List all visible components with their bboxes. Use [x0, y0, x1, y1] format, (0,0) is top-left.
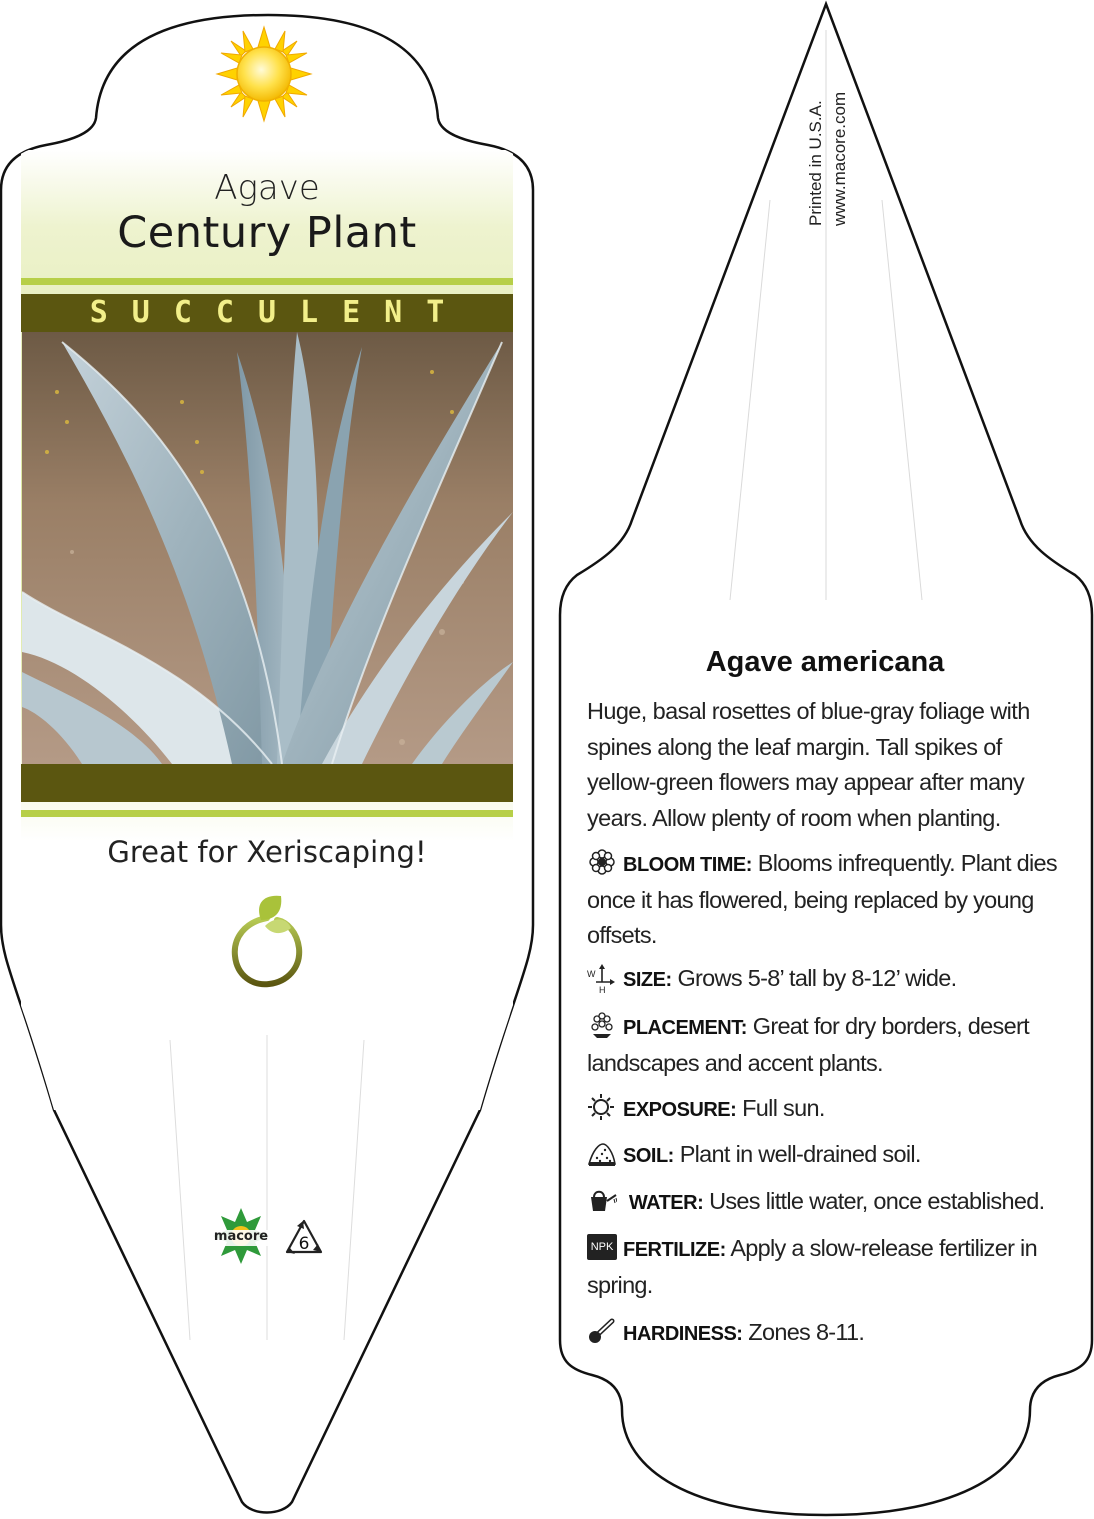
hardiness-value: Zones 8-11.	[748, 1319, 865, 1345]
macore-brand-text: macore	[213, 1229, 269, 1244]
hardiness-row	[587, 1315, 1062, 1352]
soil-row	[587, 1137, 1062, 1174]
size-row	[587, 961, 1062, 998]
bloom-time-label: BLOOM TIME:	[623, 854, 752, 876]
exposure-value: Full sun.	[742, 1095, 825, 1121]
soil-value: Plant in well-drained soil.	[679, 1141, 921, 1167]
npk-icon-text: NPK	[590, 1241, 614, 1253]
placement-value: Great for dry borders, desert landscapes and accent plants.	[587, 1013, 1029, 1076]
printed-in-text: Printed in U.S.A.	[806, 100, 825, 226]
fertilize-row	[587, 1231, 1062, 1303]
genus-name: Agave	[214, 168, 320, 208]
size-icon	[587, 964, 617, 995]
soil-label: SOIL:	[623, 1145, 674, 1167]
sun-outline-icon	[587, 1094, 617, 1120]
exposure-label: EXPOSURE:	[623, 1099, 737, 1121]
tagline: Great for Xeriscaping!	[107, 835, 427, 869]
botanical-name: Agave americana	[705, 646, 945, 678]
bloom-time-row	[587, 846, 1062, 953]
hardiness-label: HARDINESS:	[623, 1323, 743, 1345]
soil-icon	[587, 1140, 617, 1166]
water-value: Uses little water, once established.	[709, 1188, 1045, 1214]
thermometer-icon	[587, 1318, 617, 1344]
npk-icon	[587, 1234, 617, 1260]
category-label: SUCCULENT	[89, 295, 469, 330]
watering-can-icon	[587, 1187, 617, 1213]
fertilize-value: Apply a slow-release fertilizer in spring.	[587, 1235, 1037, 1298]
recycle-code: 6	[298, 1234, 310, 1254]
size-icon-w: W	[587, 969, 595, 979]
size-value: Grows 5-8’ tall by 8-12’ wide.	[677, 965, 957, 991]
size-label: SIZE:	[623, 969, 672, 991]
water-label: WATER:	[628, 1192, 704, 1214]
flowers-icon	[587, 1012, 617, 1038]
water-row	[587, 1184, 1062, 1221]
flower-icon	[587, 849, 617, 875]
exposure-row	[587, 1091, 1062, 1128]
fertilize-label: FERTILIZE:	[623, 1239, 726, 1261]
plant-description: Huge, basal rosettes of blue-gray foliage with spines along the leaf margin. Tall spikes of yellow-green flowers may appear after many years. Allow plenty of room when planting.	[587, 698, 1030, 831]
placement-row	[587, 1009, 1062, 1081]
website-text: www.macore.com	[830, 91, 849, 226]
common-name: Century Plant	[117, 208, 417, 258]
bloom-time-value: Blooms infrequently. Plant dies once it has flowered, being replaced by young offsets.	[587, 850, 1057, 948]
size-icon-h: H	[599, 985, 605, 995]
placement-label: PLACEMENT:	[623, 1017, 747, 1039]
